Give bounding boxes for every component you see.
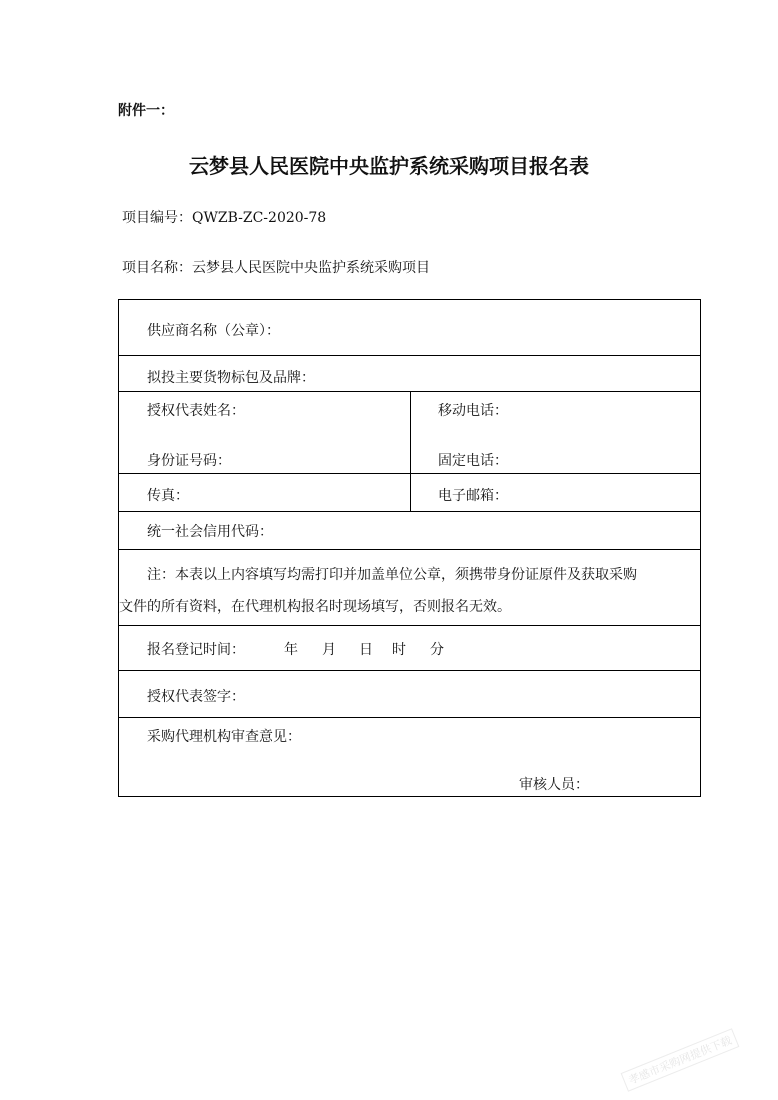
rep-signature-field[interactable]: 授权代表签字：	[147, 689, 245, 705]
id-number-field[interactable]: 身份证号码：	[147, 453, 231, 469]
registration-form	[118, 299, 701, 797]
row-divider	[119, 549, 700, 550]
watermark: 孝感市采购网提供下载	[621, 1028, 740, 1091]
reviewer-field[interactable]: 审核人员：	[519, 777, 589, 793]
credit-code-field[interactable]: 统一社会信用代码：	[147, 524, 273, 540]
fax-field[interactable]: 传真：	[147, 488, 189, 504]
register-time-label: 报名登记时间：	[147, 642, 245, 658]
project-name: 项目名称：云梦县人民医院中央监护系统采购项目	[122, 260, 430, 276]
row-divider	[119, 625, 700, 626]
minute-label[interactable]: 分	[430, 642, 444, 658]
hour-label[interactable]: 时	[392, 642, 406, 658]
month-label[interactable]: 月	[322, 642, 336, 658]
goods-brand-field[interactable]: 拟投主要货物标包及品牌：	[147, 370, 315, 386]
agency-opinion-field[interactable]: 采购代理机构审查意见：	[147, 729, 301, 745]
note-line-1: 注：本表以上内容填写均需打印并加盖单位公章，须携带身份证原件及获取采购	[147, 567, 637, 583]
email-field[interactable]: 电子邮箱：	[438, 488, 508, 504]
row-divider	[119, 511, 700, 512]
column-divider	[410, 391, 411, 511]
row-divider	[119, 717, 700, 718]
row-divider	[119, 355, 700, 356]
day-label[interactable]: 日	[359, 642, 373, 658]
project-number: 项目编号：QWZB-ZC-2020-78	[122, 210, 327, 226]
supplier-name-field[interactable]: 供应商名称（公章）：	[147, 323, 280, 339]
mobile-field[interactable]: 移动电话：	[438, 403, 508, 419]
row-divider	[119, 670, 700, 671]
year-label[interactable]: 年	[284, 642, 298, 658]
landline-field[interactable]: 固定电话：	[438, 453, 508, 469]
rep-name-field[interactable]: 授权代表姓名：	[147, 403, 245, 419]
note-line-2: 文件的所有资料，在代理机构报名时现场填写，否则报名无效。	[119, 599, 511, 615]
attachment-label: 附件一：	[118, 103, 174, 119]
page-title: 云梦县人民医院中央监护系统采购项目报名表	[189, 154, 589, 178]
